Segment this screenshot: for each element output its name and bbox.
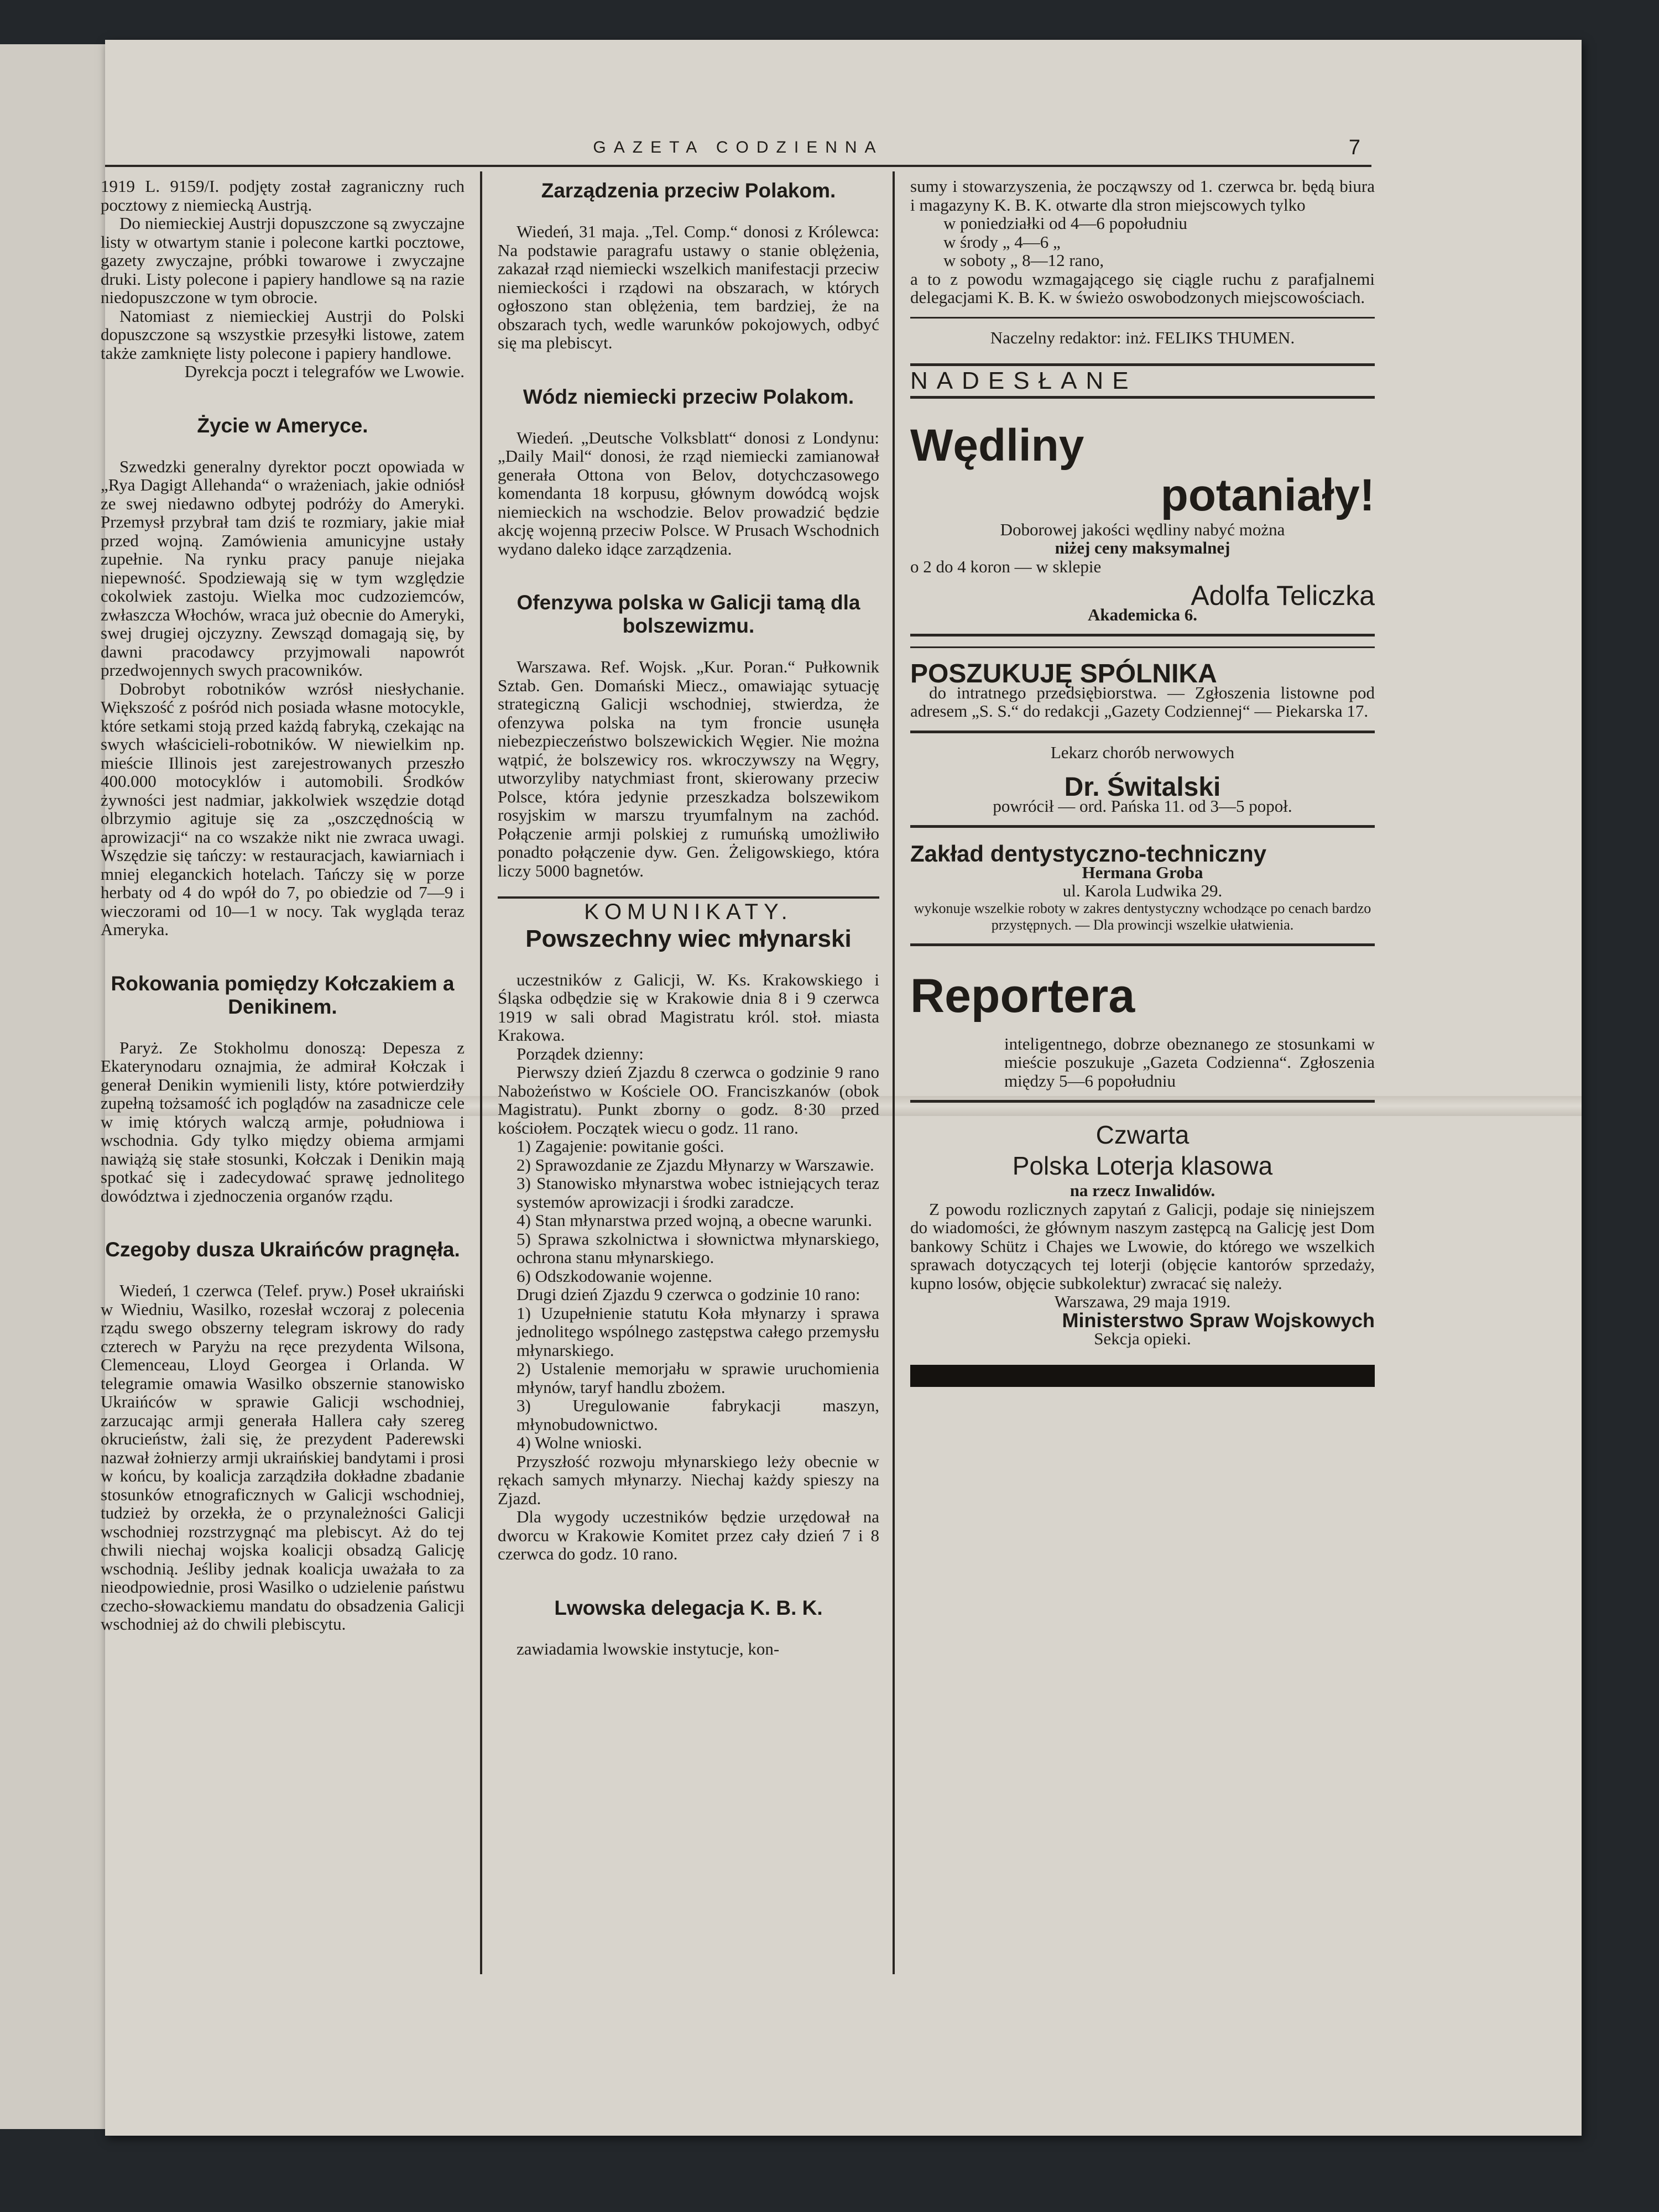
article-paragraph: Drugi dzień Zjazdu 9 czerwca o godzinie 10 rano: — [517, 1285, 860, 1304]
divider — [910, 634, 1375, 637]
notice-paragraph: sumy i stowarzyszenia, że począwszy od 1. czerwca br. będą biura i magazyny K. B. K. otwarte dla stron miejscowych tylko — [910, 177, 1375, 215]
masthead-title: GAZETA CODZIENNA — [593, 138, 884, 156]
column-rule — [480, 171, 482, 1974]
ad-headline: potaniały! — [1160, 469, 1375, 520]
article-paragraph: zawiadamia lwowskie instytucje, kon- — [517, 1639, 780, 1658]
list-item: 6) Odszkodowanie wojenne. — [517, 1266, 712, 1286]
section-heading-komunikaty: KOMUNIKATY. — [498, 896, 879, 922]
ad-text: Doborowej jakości wędliny nabyć można — [1000, 519, 1285, 539]
ad-text: o 2 do 4 koron — w sklepie — [910, 556, 1102, 576]
ad-text: do intratnego przedsiębiorstwa. — Zgłoszenia listowne pod adresem „S. S.“ do redakcji „Gazety Codziennej“ — Piekarska 17. — [910, 682, 1375, 721]
article-paragraph: Paryż. Ze Stokholmu donoszą: Depesza z Ekaterynodaru oznajmia, że admirał Kołczak i generał Denikin wymienili listy, które potwierdziły zupełną tożsamość ich poglądów na zasadnicze cele w imię których walczą armje, południowa i wschodnia. Gdy tylko między obiema armjami nawiążą się stałe stosunki, Kołczak i Denikin mają spotkać się i zadecydować sprawę jednolitego dowództwa i zjednoczenia organów rządu. — [101, 1037, 465, 1206]
article-paragraph: Do niemieckiej Austrji dopuszczone są zwyczajne listy w otwartym stanie i polecone kartki pocztowe, gazety zwyczajne, próbki towarowe i zwyczajne druki. Listy polecone i papiery handlowe są na razie niedopuszczone w tym obrocie. — [101, 213, 465, 307]
divider — [910, 317, 1375, 319]
divider — [910, 731, 1375, 733]
article-signature: Dyrekcja poczt i telegrafów we Lwowie. — [184, 362, 465, 381]
column-1 — [101, 177, 465, 1963]
article-paragraph: Dobrobyt robotników wzrósł niesłychanie. Większość z pośród nich posiada własne motocykle, które setkami stoją przed każdą fabryką, czekając na swych właścicieli-robotników. W niewielkim np. mieście Illinois jest zarejestrowanych przeszło 400.000 motocyklów i automobili. Środków żywności jest nadmiar, jakkolwiek wszędzie dotąd olbrzymio agituje się za „oszczędnością w aprowizacji“ na co wszakże nikt nie zwraca uwagi. Wszędzie się tańczy: w restauracjach, kawiarniach i mniej eleganckich hotelach. Tańczy się w porze herbaty od 4 do wpół do 7, po obiedzie od 7—9 i wieczorami od 10—1 w nocy. Tak wygląda teraz Ameryka. — [101, 679, 465, 939]
list-item: 1) Zagajenie: powitanie gości. — [517, 1136, 724, 1156]
article-heading: Lwowska delegacja K. B. K. — [554, 1596, 823, 1619]
agenda-list — [498, 1304, 879, 1452]
article-paragraph: Natomiast z niemieckiej Austrji do Polski dopuszczone są wszystkie przesyłki listowe, zatem także zamknięte listy polecone i papiery handlowe. — [101, 306, 465, 363]
shop-address: Akademicka 6. — [1087, 604, 1198, 624]
divider — [910, 943, 1375, 946]
article-heading: Czegoby dusza Ukraińców pragnęła. — [105, 1238, 460, 1261]
notice-paragraph: a to z powodu wzmagającego się ciągle ruchu z parafjalnemi delegacjami K. B. K. w świeżo oswobodzonych miejscowościach. — [910, 269, 1375, 307]
article-paragraph: Pierwszy dzień Zjazdu 8 czerwca o godzinie 9 rano Nabożeństwo w Kościele OO. Franciszkanów (obok Magistratu). Punkt zborny o godz. 8·30 przed kościołem. Początek wiecu o godz. 11 rano. — [498, 1062, 879, 1138]
ad-text: powrócił — ord. Pańska 11. od 3—5 popoł. — [993, 796, 1292, 816]
article-paragraph: Wiedeń, 1 czerwca (Telef. pryw.) Poseł ukraiński w Wiedniu, Wasilko, rozesłał wczoraj z polecenia rządu swego obszerny telegram iskrowy do rady czterech w Paryżu na ręce prezydenta Wilsona, Clemenceau, Lloyd Georgea i Orlanda. W telegramie omawia Wasilko obszernie stanowisko Ukraińców w sprawie Galicji wschodniej, zarzucając armji generała Hallera cały szereg okrucieństw, żali się, że prezydent Paderewski nazwał żołnierzy armji ukraińskiej bandytami i prosi w końcu, by koalicja zarządziła dokładne zbadanie stosunków etnograficznych w Galicji wschodniej, tudzież by orzekła, że o przynależności Galicji wschodniej rozstrzygnąć ma plebiscyt. Aż do tej chwili niechaj wojska koalicji obsadzą Galicję wschodnią. Jeśliby jednak koalicja uważała to za nieodpowiednie, prosi Wasilko o udzielenie państwu czecho-słowackiemu mandatu do obsadzenia Galicji wschodniej aż do chwili plebiscytu. — [101, 1281, 465, 1634]
article-heading: Powszechny wiec młynarski — [525, 925, 852, 952]
page-header — [105, 138, 1371, 167]
article-paragraph: Wiedeń, 31 maja. „Tel. Comp.“ donosi z Królewca: Na podstawie paragrafu ustawy o stanie oblężenia, zakazał rząd niemiecki wszelkich manifestacji przeciw niemieckości i rządowi na obszarach, w których ogłoszono stan oblężenia, tem bardziej, że na obszarach tych, wedle warunków pokojowych, odbyć się ma plebiscyt. — [498, 222, 879, 352]
previous-page-edge — [0, 44, 107, 2129]
list-item: 3) Stanowisko młynarstwa wobec istniejących teraz systemów aprowizacji i środki zaradcze. — [517, 1173, 879, 1212]
agenda-list — [498, 1137, 879, 1285]
shop-owner: Adolfa Teliczka — [1191, 580, 1375, 611]
article-paragraph: Szwedzki generalny dyrektor poczt opowiada w „Rya Dagigt Allehanda“ o wrażeniach, jakie odniósł ze swej niedawno odbytej podróży do Ameryki. Przemysł przybrał tam dziś te rozmiary, jakie miał przed wojną. Zamówienia amunicyjne ustały zupełnie. Na rynku pracy panuje niejaka niepewność. Spodziewają się w tym względzie cokolwiek zastoju. Wielka moc cudzoziemców, zwłaszcza Włochów, wraca już obecnie do Ameryki, swej drugiej ojczyzny. Zewsząd domagają się, by dawni pracodawcy przyjmowali napowrót przedwojennych swych pracowników. — [101, 456, 465, 680]
article-heading: Ofenzywa polska w Galicji tamą dla bolszewizmu. — [517, 591, 860, 637]
article-paragraph: Warszawa. Ref. Wojsk. „Kur. Poran.“ Pułkownik Sztab. Gen. Domański Miecz., omawiając sytuację strategiczną Galicji wschodniej, stwierdza, że ofenzywa polska na tym froncie usunęła niebezpieczeństwo bolszewickich Węgier. Nie można wątpić, że bolszewicy ros. wkroczywszy na Węgry, utworzyliby natychmiast front, skierowany przeciw Polsce, która jedynie przeszkadza bolszewikom rosyjskim w marszu tryumfalnym na zachód. Połączenie armji polskiej z rumuńską umożliwiło ponadto połączenie dyw. Gen. Żeligowskiego, która liczy 5000 bagnetów. — [498, 657, 879, 880]
ad-headline: POSZUKUJĘ SPÓLNIKA — [910, 659, 1217, 688]
divider — [910, 1100, 1375, 1103]
article-paragraph: 1919 L. 9159/I. podjęty został zagraniczny ruch pocztowy z niemiecką Austrją. — [101, 177, 465, 215]
column-3 — [910, 177, 1375, 1963]
ad-text: Hermana Groba — [1082, 862, 1203, 882]
article-paragraph: Wiedeń. „Deutsche Volksblatt“ donosi z Londynu: „Daily Mail“ donosi, że rząd niemiecki zamianował generała Ottona von Belov, dotychczasowego komendanta 18 korpusu, głównym dowódcą wojsk niemieckich na wschodzie. Belov prowadzić będzie akcję wojenną przeciw Polsce. W Prusach Wschodnich wydano daleko idące zarządzenia. — [498, 427, 879, 559]
page-number: 7 — [1348, 136, 1360, 159]
list-item: 3) Uregulowanie fabrykacji maszyn, młynobudownictwo. — [517, 1396, 879, 1434]
ad-signature: Ministerstwo Spraw Wojskowych — [1062, 1308, 1375, 1332]
schedule-row: w poniedziałki od 4—6 popołudniu — [943, 213, 1187, 233]
ad-signature: Sekcja opieki. — [1094, 1329, 1191, 1348]
divider — [910, 825, 1375, 828]
article-heading: Rokowania pomiędzy Kołczakiem a Denikinem. — [111, 972, 455, 1018]
list-item: 4) Stan młynarstwa przed wojną, a obecne warunki. — [517, 1211, 873, 1230]
list-item: 5) Sprawa szkolnictwa i słownictwa młynarskiego, ochrona stanu młynarskiego. — [517, 1229, 879, 1267]
article-heading: Życie w Ameryce. — [197, 414, 368, 437]
ad-text: Z powodu rozlicznych zapytań z Galicji, podaje się niniejszem do wiadomości, że głównym naszym zastępcą na Galicję jest Dom bankowy Schütz i Chajes we Lwowie, do którego we wszelkich sprawach dotyczących tej loterji (objęcie kantorów sprzedaży, kupno losów, objęcie subkolektur) zwracać się należy. — [910, 1199, 1375, 1293]
ad-date: Warszawa, 29 maja 1919. — [1054, 1292, 1231, 1311]
ad-headline: Czwarta — [1095, 1120, 1190, 1149]
ad-headline: Dr. Świtalski — [1064, 773, 1221, 802]
opening-hours — [910, 214, 1375, 270]
article-paragraph: Dla wygody uczestników będzie urzędował na dworcu w Krakowie Komitet przez cały dzień 7 i 8 czerwca do godz. 10 rano. — [498, 1507, 879, 1563]
column-rule — [893, 171, 895, 1974]
article-paragraph: uczestników z Galicji, W. Ks. Krakowskiego i Śląska odbędzie się w Krakowie dnia 8 i 9 czerwca 1919 w sali obrad Magistratu król. stoł. miasta Krakowa. — [498, 969, 879, 1045]
ad-text: inteligentnego, dobrze obeznanego ze stosunkami w mieście poszukuje „Gazeta Codzienna“. Zgłoszenia między 5—6 popołudniu — [1004, 1034, 1375, 1091]
ad-text: niżej ceny maksymalnej — [1055, 538, 1230, 557]
ad-text: na rzecz Inwalidów. — [1070, 1181, 1215, 1200]
article-paragraph: Porządek dzienny: — [517, 1044, 644, 1063]
article-heading: Wódz niemiecki przeciw Polakom. — [523, 385, 854, 408]
column-2 — [498, 177, 879, 1963]
section-heading-nadeslane: NADESŁANE — [910, 363, 1375, 399]
ad-text: Lekarz chorób nerwowych — [1050, 742, 1235, 762]
ad-headline: Reportera — [910, 969, 1135, 1022]
ad-text: wykonuje wszelkie roboty w zakres dentystyczny wchodzące po cenach bardzo przystępnych. — Dla prowincji wszelkie ułatwienia. — [914, 900, 1371, 933]
black-bar — [910, 1365, 1375, 1387]
list-item: 2) Sprawozdanie ze Zjazdu Młynarzy w Warszawie. — [517, 1155, 874, 1175]
ad-headline: Wędliny — [910, 420, 1084, 471]
schedule-row: w soboty „ 8—12 rano, — [943, 251, 1104, 270]
list-item: 4) Wolne wnioski. — [517, 1433, 642, 1452]
list-item: 1) Uzupełnienie statutu Koła młynarzy i sprawa jednolitego wspólnego zastępstwa całego przemysłu młynarskiego. — [517, 1303, 879, 1360]
ad-text: ul. Karola Ludwika 29. — [1062, 881, 1223, 900]
ad-headline: Polska Loterja klasowa — [1012, 1151, 1273, 1180]
schedule-row: w środy „ 4—6 „ — [943, 232, 1061, 252]
list-item: 2) Ustalenie memorjału w sprawie uruchomienia młynów, taryf handlu zbożem. — [517, 1359, 879, 1397]
article-paragraph: Przyszłość rozwoju młynarskiego leży obecnie w rękach samych młynarzy. Niechaj każdy spieszy na Zjazd. — [498, 1451, 879, 1508]
ad-headline: Zakład dentystyczno-techniczny — [910, 841, 1267, 867]
divider — [910, 646, 1375, 648]
article-heading: Zarządzenia przeciw Polakom. — [541, 179, 836, 202]
editor-line: Naczelny redaktor: inż. FELIKS THUMEN. — [990, 327, 1295, 347]
